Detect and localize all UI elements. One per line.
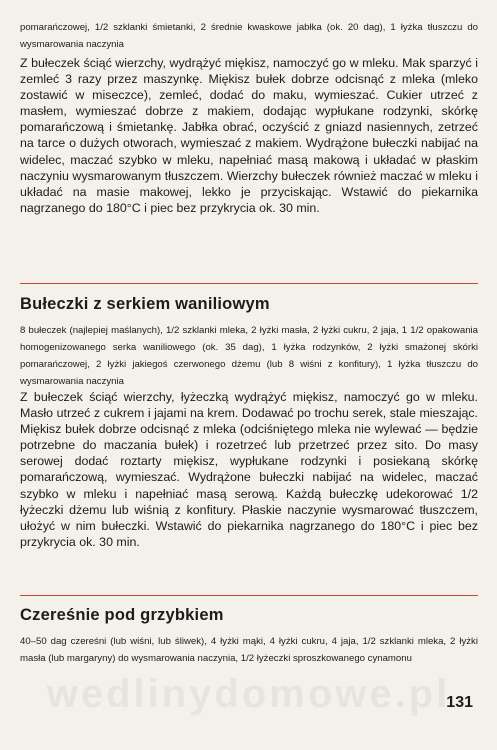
recipe2-title: Czereśnie pod grzybkiem <box>20 606 224 624</box>
recipe1-title: Bułeczki z serkiem waniliowym <box>20 295 270 313</box>
top-instructions: Z bułeczek ściąć wierzchy, wydrążyć miękisz, namoczyć go w mleku. Mak sparzyć i zemleć 3 razy przez maszynkę. Miękisz bułek dobrze odcisnąć z mleka (mleko zostawić w miseczce), zemleć, dodać do maku, wymieszać. Cukier utrzeć z masłem, wymieszać dobrze z makiem, dodając wypłukane rodzynki, skórkę pomarańczową i śmietankę. Jabłka obrać, oczyścić z gniazd nasiennych, zetrzeć na tarce o dużych otworach, wymieszać z makiem. Wydrążone bułeczki nabijać na widelec, maczać szybko w mleku, napełniać masą makową i układać w płaskim naczyniu wysmarowanym tłuszczem. Wierzchy bułeczek również maczać w mleku i układać na masie makowej, lekko je przyciskając. Wstawić do piekarnika nagrzanego do 180°C i piec bez przykrycia ok. 30 min. <box>20 56 478 215</box>
recipe1-instructions: Z bułeczek ściąć wierzchy, łyżeczką wydrążyć miękisz, namoczyć go w mleku. Masło utrzeć z cukrem i jajami na krem. Dodawać po trochu serek, stale mieszając. Miękisz bułek dobrze odcisnąć z mleka (odciśniętego mleka nie wylewać — będzie potrzebne do maczania bułek) i rozetrzeć lub przetrzeć przez sito. Do masy serowej dodać roztarty miękisz, wypłukane rodzynki i posiekaną skórkę pomarańczową, wymieszać. Wydrążone bułeczki nabijać na widelec, maczać szybko w mleku i napełniać masą serową. Każdą bułeczkę udekorować 1/2 łyżeczki dżemu lub wiśnią z konfitury. Płaskie naczynie wysmarować tłuszczem, ułożyć w nim bułeczki. Wstawić do piekarnika nagrzanego do 180°C i piec bez przykrycia ok. 30 min. <box>20 390 478 549</box>
page-number: 131 <box>446 694 473 711</box>
recipe2-ingredients: 40–50 dag czereśni (lub wiśni, lub śliwek), 4 łyżki mąki, 4 łyżki cukru, 4 jaja, 1/2 szklanki mleka, 2 łyżki masła (lub margaryny) do wysmarowania naczynia, 1/2 łyżeczki sproszkowanego cynamonu <box>20 636 478 664</box>
top-ingredients: pomarańczowej, 1/2 szklanki śmietanki, 2 średnie kwaskowe jabłka (ok. 20 dag), 1 łyżka tłuszczu do wysmarowania naczynia <box>20 22 478 50</box>
recipe1-ingredients: 8 bułeczek (najlepiej maślanych), 1/2 szklanki mleka, 2 łyżki masła, 2 łyżki cukru, 2 jaja, 1 1/2 opakowania homogenizowanego serka waniliowego (ok. 35 dag), 1 łyżka rodzynków, 2 łyżki smażonej skórki pomarańczowej, 2 łyżki jakiegoś czerwonego dżemu (lub 8 wiśni z konfitury), 1 łyżka tłuszczu do wysmarowania naczynia <box>20 325 478 387</box>
watermark: wedlinydomowe.pl <box>46 672 451 716</box>
section-divider-1 <box>20 283 478 284</box>
section-divider-2 <box>20 595 478 596</box>
